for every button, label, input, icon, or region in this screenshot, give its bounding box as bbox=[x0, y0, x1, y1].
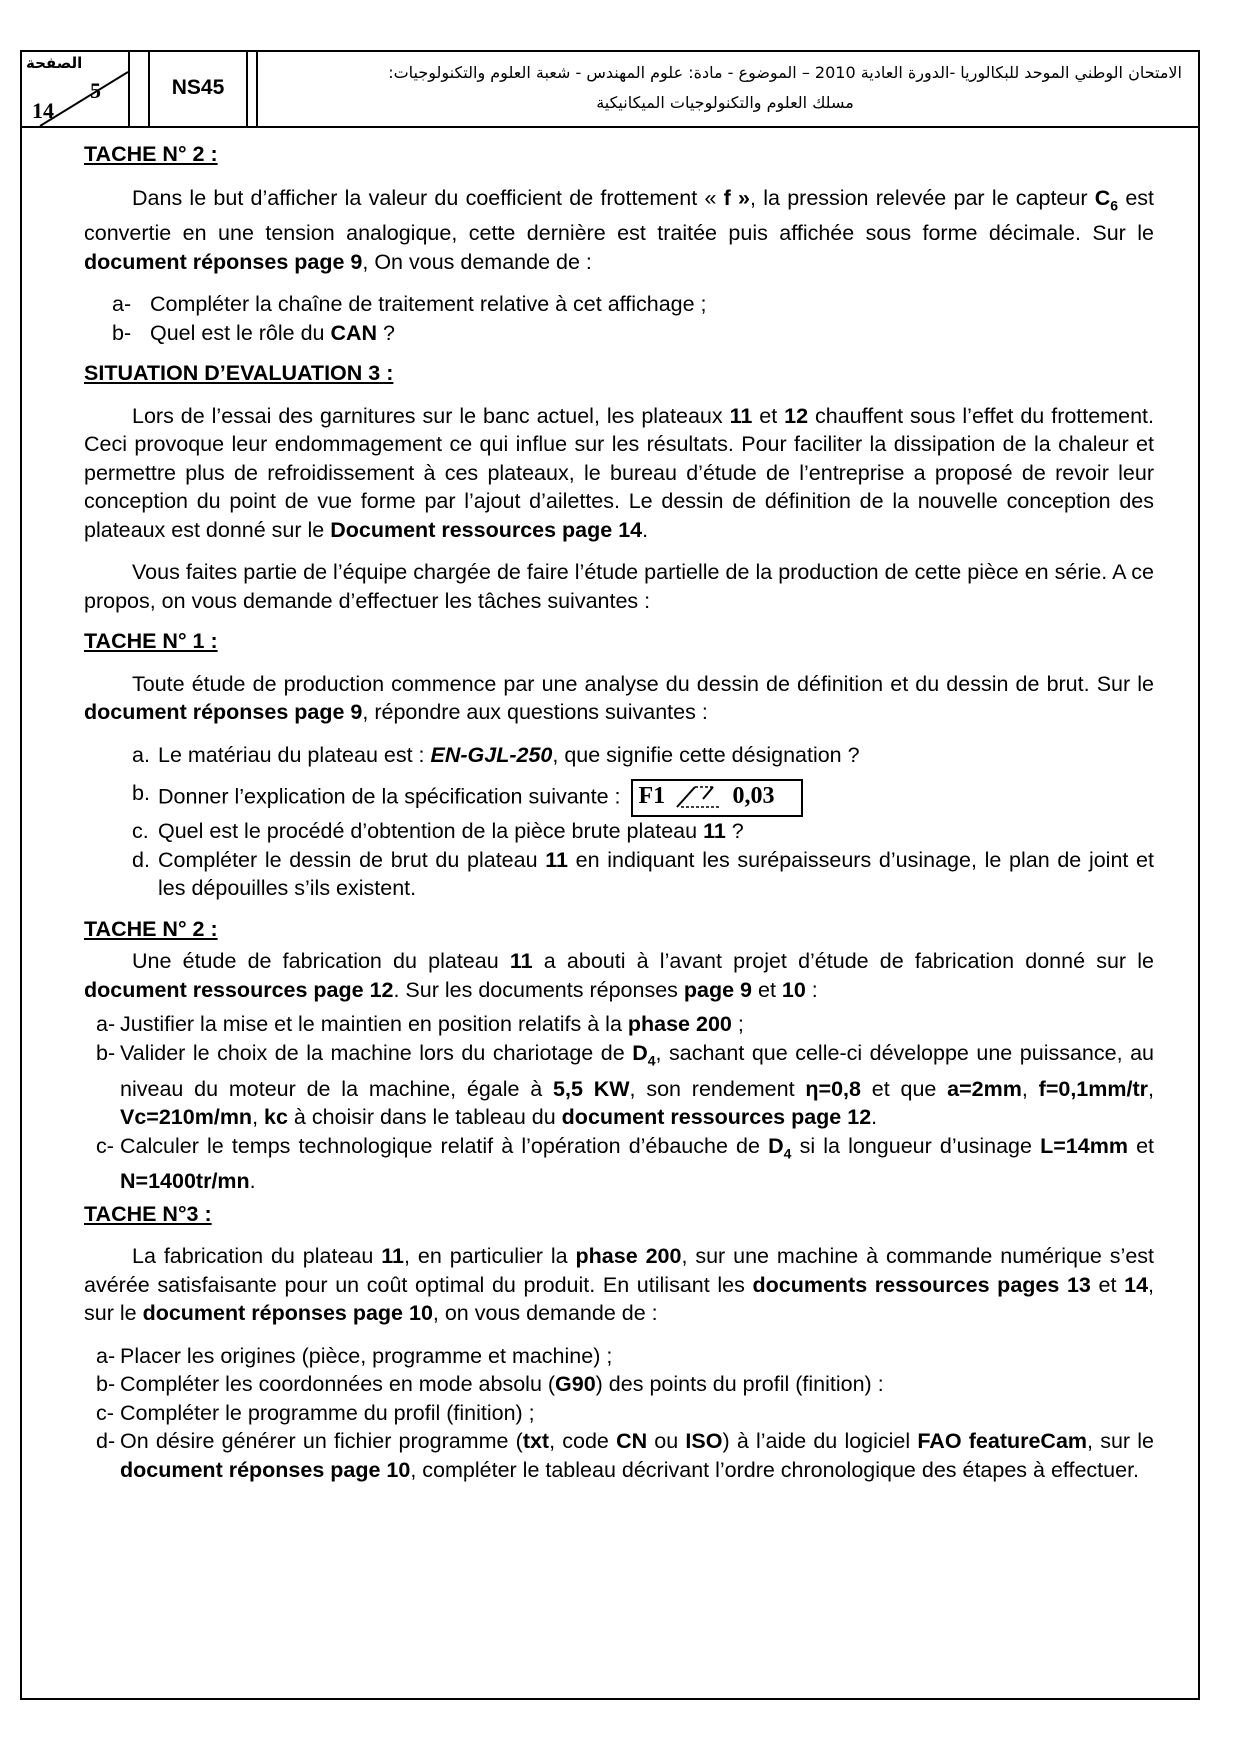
section-heading: TACHE N° 2 : bbox=[84, 916, 218, 941]
list-item: c. Quel est le procédé d’obtention de la pièce brute plateau 11 ? bbox=[132, 819, 744, 844]
flatness-symbol-icon bbox=[673, 785, 725, 809]
list-item: a- Justifier la mise et le maintien en position relatifs à la phase 200 ; bbox=[96, 1012, 744, 1037]
paragraph: Toute étude de production commence par une analyse du dessin de définition et du dessin de brut. Sur le document réponses page 9, répondre aux questions suivantes : bbox=[84, 671, 1154, 725]
section-heading: SITUATION D’EVALUATION 3 : bbox=[84, 361, 394, 386]
page-header bbox=[20, 50, 1200, 128]
page-content bbox=[84, 140, 1154, 1484]
section-heading: TACHE N°3 : bbox=[84, 1201, 212, 1226]
question-list bbox=[84, 1342, 1154, 1485]
list-item: b- Compléter les coordonnées en mode absolu (G90) des points du profil (finition) : bbox=[96, 1372, 884, 1397]
section-heading: TACHE N° 1 : bbox=[84, 629, 218, 654]
page-label: الصفحة bbox=[26, 54, 83, 72]
exam-title bbox=[256, 50, 1196, 126]
paragraph: Vous faites partie de l’équipe chargée de faire l’étude partielle de la production de cette pièce en série. A ce propos, on vous demande d’effectuer les tâches suivantes : bbox=[84, 560, 1154, 613]
exam-title-line2: مسلك العلوم والتكنولوجيات الميكانيكية bbox=[596, 93, 854, 112]
list-item: c- Compléter le programme du profil (finition) ; bbox=[96, 1400, 535, 1425]
geometric-tolerance-frame: F1 0,03 bbox=[631, 779, 803, 817]
exam-code: NS45 bbox=[148, 50, 248, 126]
list-item: b- Quel est le rôle du CAN ? bbox=[112, 320, 395, 345]
list-item: b. Donner l’explication de la spécification suivante : F1 0,03 bbox=[132, 779, 1154, 817]
page-total: 14 bbox=[32, 98, 54, 123]
page-number: 5 bbox=[90, 78, 101, 103]
paragraph: Lors de l’essai des garnitures sur le banc actuel, les plateaux 11 et 12 chauffent sous l’effet du frottement. Ceci provoque leur endommagement ce qui influe sur les résultats. Pour faciliter la dissipation de la chaleur et permettre plus de refroidissement à ces plateaux, le bureau d’étude de l’entreprise a proposé de revoir leur conception du point de vue forme par l’ajout d’ailettes. Le dessin de définition de la nouvelle conception des plateaux est donné sur le Document ressources page 14. bbox=[84, 403, 1154, 542]
question-list bbox=[84, 741, 1154, 903]
section-heading: TACHE N° 2 : bbox=[84, 142, 218, 166]
paragraph: La fabrication du plateau 11, en particulier la phase 200, sur une machine à commande numérique s’est avérée satisfaisante pour un coût optimal du produit. En utilisant les documents ressources pages 13 et 14, sur le document réponses page 10, on vous demande de : bbox=[84, 1244, 1155, 1326]
page-number-box bbox=[20, 50, 130, 126]
question-list bbox=[84, 290, 1154, 347]
list-item: c- Calculer le temps technologique relatif à l’opération d’ébauche de $D_4$ si la longueur d’usinage L=14mm et N=1400tr/mn. bbox=[96, 1133, 1154, 1194]
question-list bbox=[84, 1010, 1154, 1196]
list-item: b- Valider le choix de la machine lors du chariotage de $D_4$, sachant que celle-ci développe une puissance, au niveau du moteur de la machine, égale à 5,5 KW, son rendement η=0,8 et que a=2mm, f=0,1mm/tr, Vc=210m/mn, kc à choisir dans le tableau du document ressources page 12. bbox=[96, 1040, 1154, 1130]
list-item: a. Le matériau du plateau est : EN-GJL-250, que signifie cette désignation ? bbox=[132, 742, 860, 767]
list-item: a- Placer les origines (pièce, programme et machine) ; bbox=[96, 1343, 613, 1368]
list-item: a- Compléter la chaîne de traitement relative à cet affichage ; bbox=[112, 292, 707, 317]
list-item: d. Compléter le dessin de brut du plateau 11 en indiquant les surépaisseurs d’usinage, le plan de joint et les dépouilles s’ils existent. bbox=[132, 847, 1154, 901]
list-item: d- On désire générer un fichier programme (txt, code CN ou ISO) à l’aide du logiciel FAO featureCam, sur le document réponses page 10, compléter le tableau décrivant l’ordre chronologique des étapes à effectuer. bbox=[96, 1429, 1154, 1482]
paragraph: Une étude de fabrication du plateau 11 a abouti à l’avant projet d’étude de fabrication donné sur le document ressources page 12. Sur les documents réponses page 9 et 10 : bbox=[84, 949, 1154, 1002]
exam-title-line1: الامتحان الوطني الموحد للبكالوريا -الدورة العادية 2010 – الموضوع - مادة: علوم المهندس - شعبة العلوم والتكنولوجيات: bbox=[388, 63, 1182, 82]
paragraph: Dans le but d’afficher la valeur du coefficient de frottement « f », la pression relevée par le capteur $C_6$ est convertie en une tension analogique, cette dernière est traitée puis affichée sous forme décimale. Sur le document réponses page 9, On vous demande de : bbox=[84, 185, 1155, 274]
